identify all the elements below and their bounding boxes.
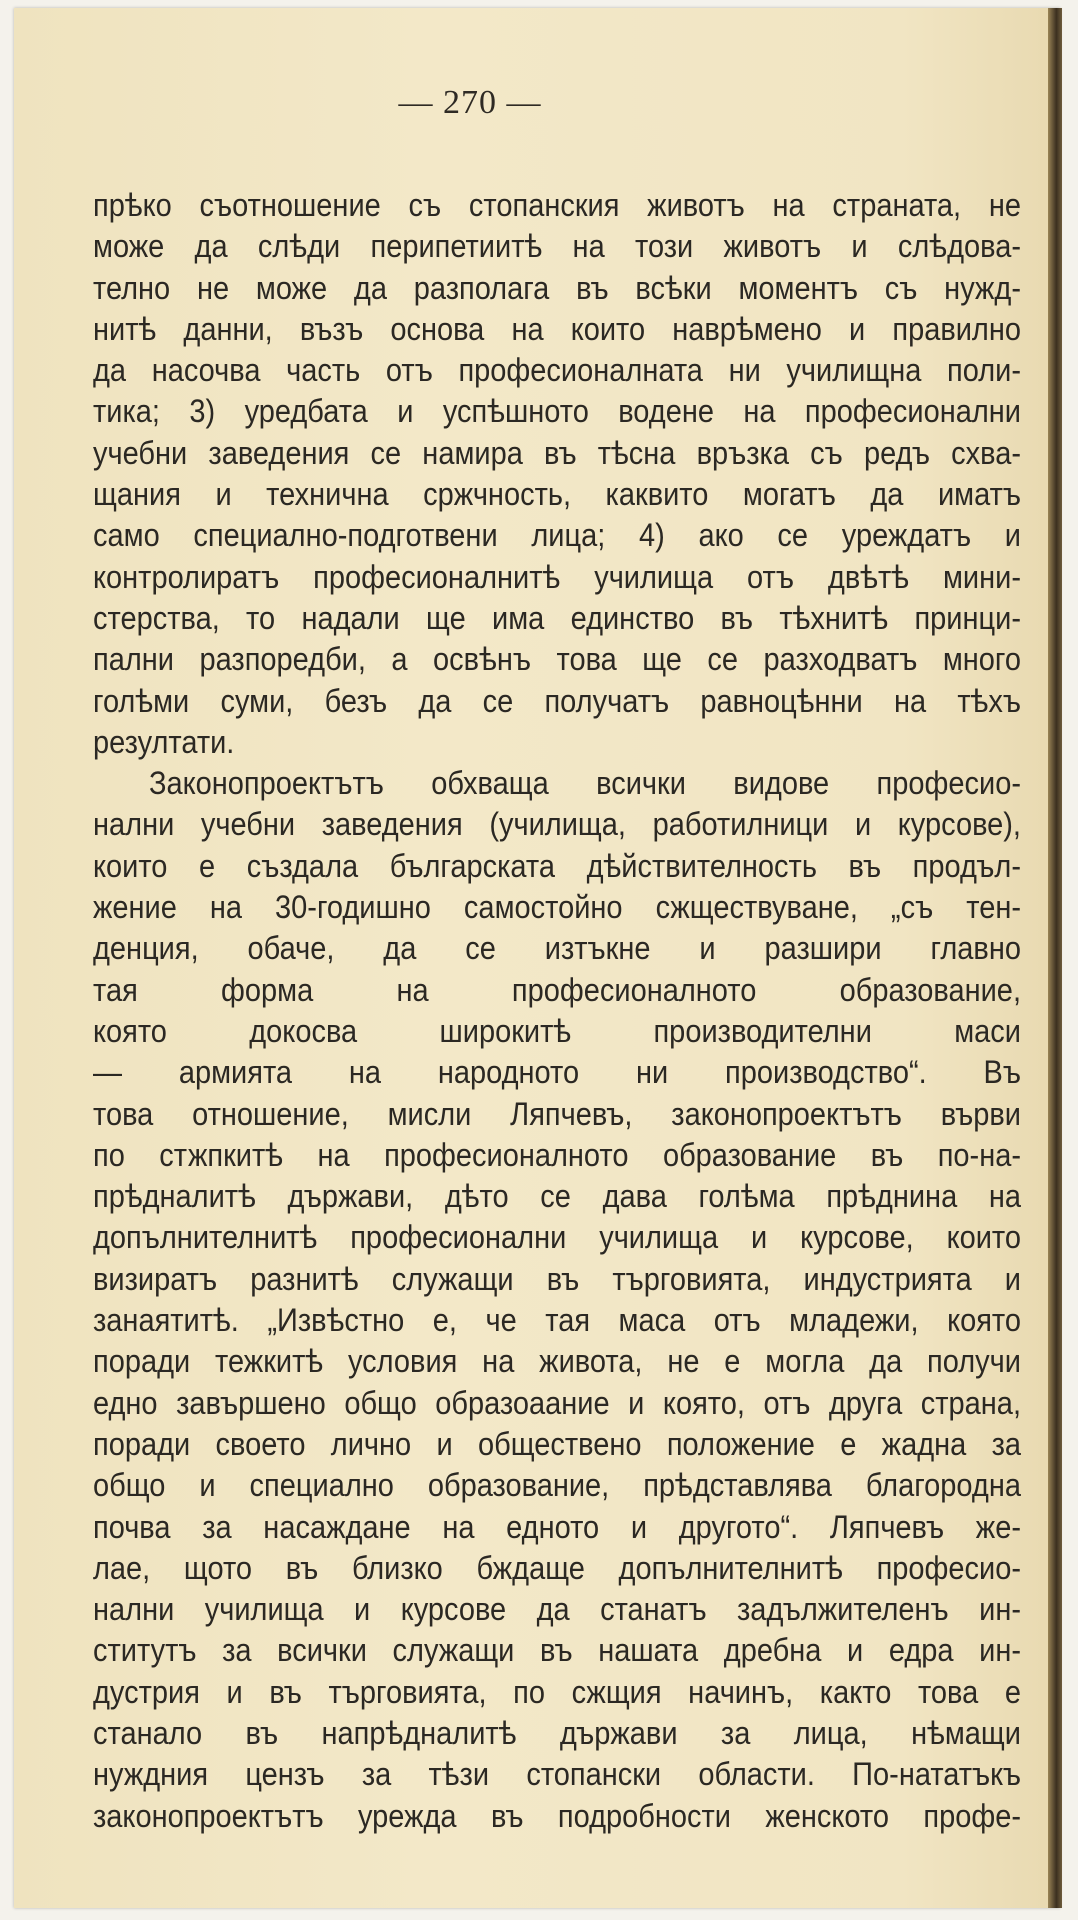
text-line: да насочва часть отъ професионалната ни училищна поли- <box>93 353 1021 390</box>
text-line: само специално-подготвени лица; 4) ако се уреждатъ и <box>93 518 1021 555</box>
text-line: нални училища и курсове да станатъ задължителенъ ин- <box>93 1592 1021 1628</box>
text-line: голѣми суми, безъ да се получатъ равноцѣнни на тѣхъ <box>93 683 1021 720</box>
text-line: тая форма на професионалното образование, <box>93 972 1021 1009</box>
text-line: които е създала българската дѣйствителность въ продъл- <box>93 848 1021 885</box>
text-line: законопроектътъ урежда въ подробности женското профе- <box>93 1798 1021 1835</box>
text-line: която докосва широкитѣ производителни маси <box>93 1013 1021 1050</box>
text-line: лае, щото въ близко бждаще допълнителнитѣ професио- <box>93 1550 1021 1587</box>
text-line: едно завършено общо образоаание и която, отъ друга страна, <box>93 1385 1021 1422</box>
text-line: — армията на народното ни производство“. Въ <box>93 1055 1021 1092</box>
text-line: денция, обаче, да се изтъкне и разшири главно <box>93 931 1021 968</box>
text-line: това отношение, мисли Ляпчевъ, законопроектътъ върви <box>93 1096 1021 1133</box>
text-line: дустрия и въ търговията, по сжщия начинъ, както това е <box>93 1674 1021 1711</box>
page-binding-edge <box>1048 8 1062 1908</box>
text-line: нуждния цензъ за тѣзи стопански области. По-нататъкъ <box>93 1757 1021 1794</box>
text-line: щания и технична сржчность, каквито могатъ да иматъ <box>93 477 1021 513</box>
text-line: нитѣ данни, възъ основа на които наврѣмено и правилно <box>93 311 1021 348</box>
text-line: почва за насаждане на едното и другото“. Ляпчевъ же- <box>93 1509 1021 1546</box>
page-number: — 270 — <box>398 84 542 121</box>
text-line: може да слѣди перипетиитѣ на този животъ и слѣдова- <box>93 229 1021 266</box>
text-line: поради тежкитѣ условия на живота, не е могла да получи <box>93 1344 1021 1381</box>
text-line: поради своето лично и обществено положение е жадна за <box>93 1426 1021 1463</box>
text-line: жение на 30-годишно самостойно сжществуване, „съ тен- <box>93 890 1021 926</box>
text-line: ститутъ за всички служащи въ нашата дребна и едра ин- <box>93 1633 1021 1670</box>
text-line: резултати. <box>93 724 235 761</box>
text-line: визиратъ разнитѣ служащи въ търговията, индустрията и <box>93 1261 1021 1298</box>
text-line: стерства, то надали ще има единство въ тѣхнитѣ принци- <box>93 600 1021 637</box>
text-line: по стжпкитѣ на професионалното образование въ по-на- <box>93 1137 1021 1174</box>
text-line: телно не може да разполага въ всѣки моментъ съ нужд- <box>93 270 1021 307</box>
text-line: станало въ напрѣдналитѣ държави за лица, нѣмащи <box>93 1715 1021 1752</box>
text-line: нални учебни заведения (училища, работилници и курсове), <box>93 807 1021 844</box>
text-line: тика; 3) уредбата и успѣшното водене на професионални <box>93 394 1021 431</box>
text-line: прѣко съотношение съ стопанския животъ на страната, не <box>93 188 1021 224</box>
text-line: прѣдналитѣ държави, дѣто се дава голѣма прѣднина на <box>93 1179 1021 1215</box>
text-line: пални разпоредби, а освѣнъ това ще се разходватъ много <box>93 642 1021 679</box>
text-line: допълнителнитѣ професионални училища и курсове, които <box>93 1220 1021 1257</box>
text-line: общо и специално образование, прѣдставлява благородна <box>93 1468 1021 1505</box>
text-line: занаятитѣ. „Извѣстно е, че тая маса отъ младежи, която <box>93 1303 1021 1339</box>
text-line: контролиратъ професионалнитѣ училища отъ двѣтѣ мини- <box>93 559 1021 596</box>
page-text <box>93 186 1021 1838</box>
paragraph-start-line: Законопроектътъ обхваща всички видове професио- <box>149 766 1021 802</box>
text-line: учебни заведения се намира въ тѣсна връзка съ редъ схва- <box>93 435 1021 472</box>
